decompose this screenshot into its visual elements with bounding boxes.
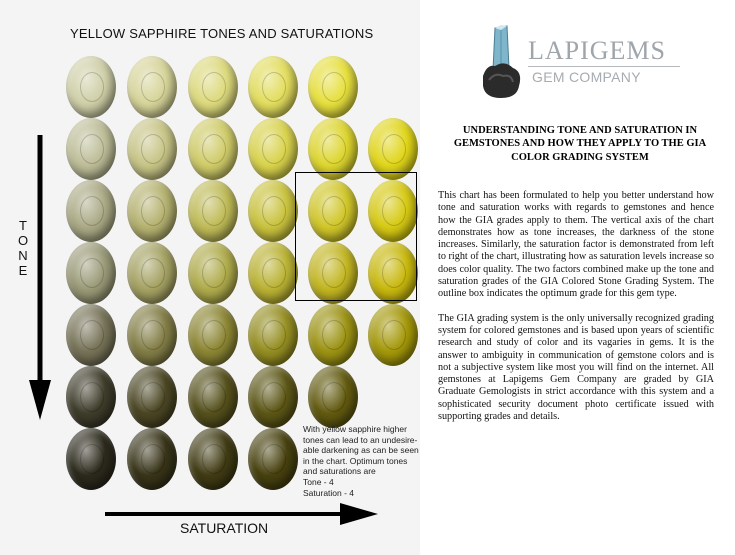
gem-swatch [66, 118, 116, 180]
gem-swatch [188, 242, 238, 304]
gem-swatch [66, 180, 116, 242]
gem-swatch [248, 304, 298, 366]
saturation-axis-label: SATURATION [180, 520, 269, 536]
tone-arrow-head [29, 380, 51, 420]
chart-title: YELLOW SAPPHIRE TONES AND SATURATIONS [70, 26, 374, 41]
logo-divider [528, 66, 680, 67]
gem-swatch [188, 366, 238, 428]
gem-swatch [188, 180, 238, 242]
gem-swatch [66, 242, 116, 304]
gem-swatch [248, 180, 298, 242]
note-line: Tone - 4 [303, 476, 334, 487]
gem-swatch [66, 366, 116, 428]
crystal-icon [479, 24, 523, 100]
gem-swatch [248, 242, 298, 304]
chart-note [303, 424, 425, 498]
gem-swatch [308, 304, 358, 366]
gem-swatch [188, 56, 238, 118]
article-heading: UNDERSTANDING TONE AND SATURATION IN GEMSTONES AND HOW THEY APPLY TO THE GIA COLOR GRADING SYSTEM [453, 125, 707, 163]
gem-swatch [248, 56, 298, 118]
logo-subtitle: GEM COMPANY [532, 69, 641, 85]
gem-swatch [127, 56, 177, 118]
logo-name: LAPIGEMS [528, 36, 667, 65]
gem-swatch [188, 118, 238, 180]
note-line: With yellow sapphire higher [303, 424, 407, 434]
gem-swatch [127, 242, 177, 304]
gem-swatch [308, 56, 358, 118]
gem-swatch [308, 366, 358, 428]
gem-swatch [66, 56, 116, 118]
gem-swatch [368, 118, 418, 180]
gem-swatch [248, 118, 298, 180]
tone-axis-label: TONE [17, 218, 29, 278]
gem-swatch [127, 118, 177, 180]
article-body [438, 190, 714, 435]
note-line: able darkening as can be seen [303, 445, 419, 456]
gem-swatch [127, 304, 177, 366]
gem-swatch [66, 428, 116, 490]
note-line: Saturation - 4 [303, 487, 355, 498]
gem-swatch [248, 428, 298, 490]
gem-swatch [127, 366, 177, 428]
note-line: tones can lead to an undesire- [303, 434, 418, 445]
gem-swatch [308, 118, 358, 180]
gem-swatch [127, 180, 177, 242]
gem-swatch [66, 304, 116, 366]
gem-swatch [188, 304, 238, 366]
article-paragraph-1: This chart has been formulated to help you better understand how tone and saturation works with regards to gemstones and hence how the GIA grades apply to them. The vertical axis of the chart demonstrates how as tone increases, the darkness of the stone increases. Similarly, the saturation factor is demonstrated from left to right of the chart, illustrating how as saturation levels increase so does color quality. The two factors combined make up the tone and saturation grades of the GIA Colored Stone Grading System. The outline box indicates the optimum grade for this gem type. [438, 190, 714, 300]
note-line: in the chart. Optimum tones [303, 455, 408, 466]
gem-swatch [127, 428, 177, 490]
gem-swatch [248, 366, 298, 428]
note-line: and saturations are [303, 466, 376, 477]
optimum-grade-box [295, 172, 417, 301]
gem-swatch [368, 304, 418, 366]
saturation-arrow-head [340, 503, 378, 525]
gem-swatch [188, 428, 238, 490]
article-paragraph-2: The GIA grading system is the only universally recognized grading system for colored gemstones and is based upon years of scientific research and study of color and its vagaries in gems. It is the answer to ambiguity in communication of gemstone colors and is not a subjective system like most you will find on the internet. All gemstones at Lapigems Gem Company are graded by GIA Graduate Gemologists in strict accordance with this system and a sophisticated security document photo certificate issued with supporting grades and details. [438, 312, 714, 423]
